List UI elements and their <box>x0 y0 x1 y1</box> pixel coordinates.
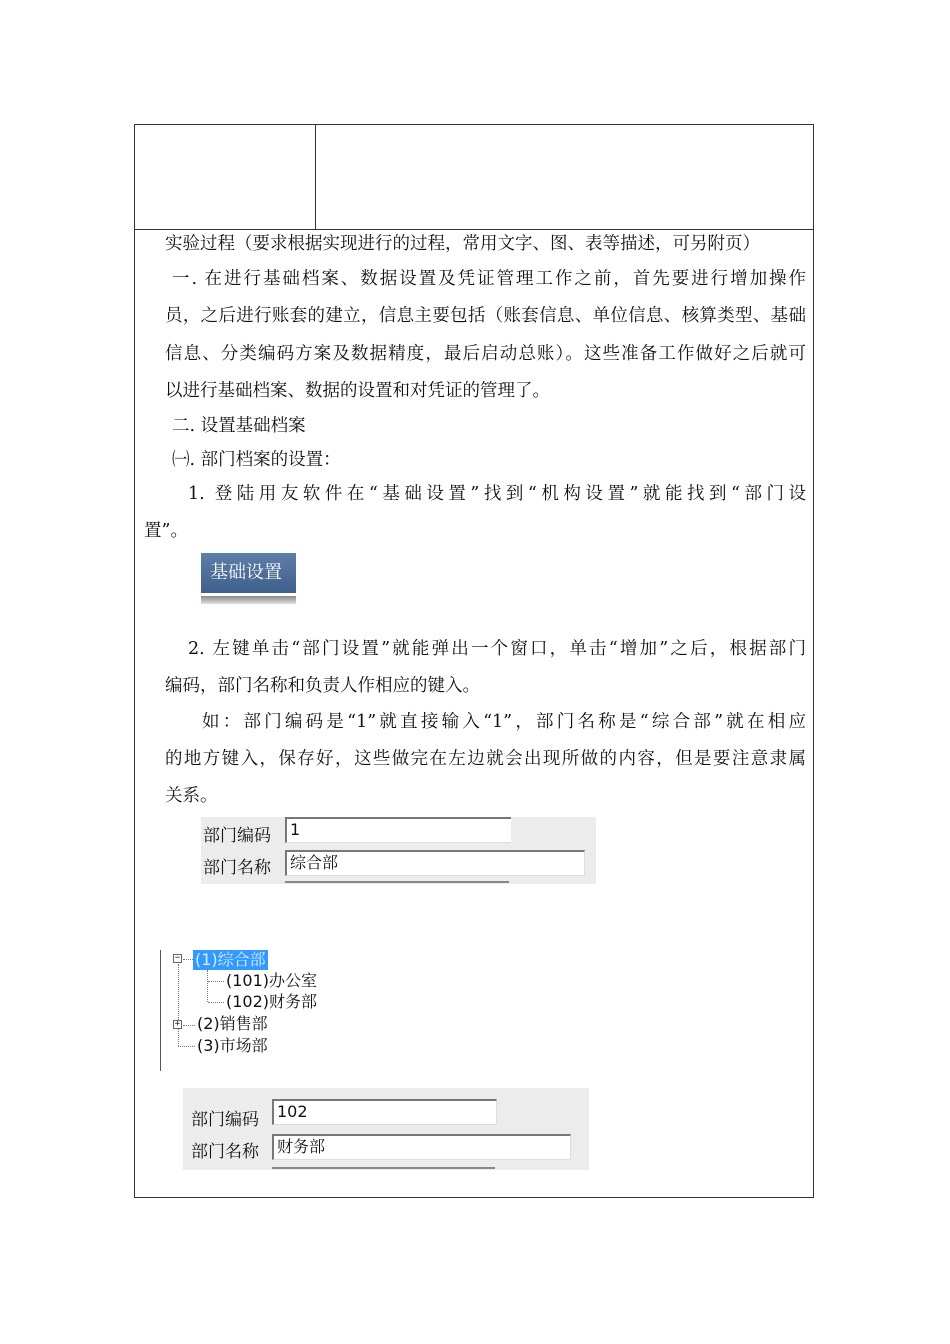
example-line-1: 如：部门编码是“1”就直接输入“1”，部门名称是“综合部”就在相应 <box>202 712 806 732</box>
tree-node-2[interactable]: (2)销售部 <box>197 1014 268 1033</box>
cell-divider <box>315 125 316 229</box>
code-input[interactable]: 102 <box>272 1099 497 1125</box>
tree-connector <box>208 1002 224 1003</box>
tree-node-1[interactable]: (1)综合部 <box>195 950 266 969</box>
step2-line-2: 编码，部门名称和负责人作相应的键入。 <box>165 676 480 696</box>
code-input[interactable]: 1 <box>285 817 511 843</box>
tree-border <box>160 950 161 1071</box>
name-input[interactable]: 综合部 <box>285 850 585 876</box>
collapse-icon[interactable]: − <box>174 953 181 963</box>
field-edge <box>285 881 509 886</box>
step2-line-1: 2. 左键单击“部门设置”就能弹出一个窗口，单击“增加”之后，根据部门 <box>188 639 806 659</box>
step1-line-2: 置”。 <box>144 521 188 541</box>
para1-line-1: 一. 在进行基础档案、数据设置及凭证管理工作之前，首先要进行增加操作 <box>172 269 806 289</box>
department-form-1 <box>201 817 596 884</box>
basic-settings-button[interactable]: 基础设置 <box>201 553 296 593</box>
tree-connector <box>183 959 193 960</box>
code-label: 部门编码 <box>203 826 271 846</box>
tree-connector <box>183 1025 195 1026</box>
name-label: 部门名称 <box>191 1142 259 1162</box>
para1-line-3: 信息、分类编码方案及数据精度，最后启动总账）。这些准备工作做好之后就可 <box>165 344 806 364</box>
tree-node-101[interactable]: (101)办公室 <box>226 971 318 990</box>
row-divider <box>135 229 813 230</box>
example-line-3: 关系。 <box>165 786 218 806</box>
tree-node-102[interactable]: (102)财务部 <box>226 992 318 1011</box>
name-input[interactable]: 财务部 <box>272 1134 571 1160</box>
code-label: 部门编码 <box>191 1110 259 1130</box>
tree-connector <box>208 981 224 982</box>
section-heading: 实验过程（要求根据实现进行的过程，常用文字、图、表等描述，可另附页） <box>165 234 760 254</box>
tree-connector <box>178 964 179 1046</box>
tree-connector <box>178 1046 195 1047</box>
tree-connector <box>207 970 208 1002</box>
tree-node-3[interactable]: (3)市场部 <box>197 1036 268 1055</box>
department-form-2 <box>183 1088 589 1170</box>
name-label: 部门名称 <box>203 858 271 878</box>
para1-line-4: 以进行基础档案、数据的设置和对凭证的管理了。 <box>165 381 550 401</box>
section2-heading: 二. 设置基础档案 <box>172 416 306 436</box>
department-tree <box>160 950 360 1072</box>
subsection-heading: ㈠. 部门档案的设置： <box>172 450 341 470</box>
button-shadow <box>201 596 296 604</box>
example-line-2: 的地方键入，保存好，这些做完在左边就会出现所做的内容，但是要注意隶属 <box>165 749 806 769</box>
field-edge <box>272 1167 495 1172</box>
para1-line-2: 员，之后进行账套的建立，信息主要包括（账套信息、单位信息、核算类型、基础 <box>165 306 806 326</box>
expand-icon[interactable]: + <box>174 1019 181 1029</box>
step1-line-1: 1. 登陆用友软件在“基础设置”找到“机构设置”就能找到“部门设 <box>188 484 806 504</box>
